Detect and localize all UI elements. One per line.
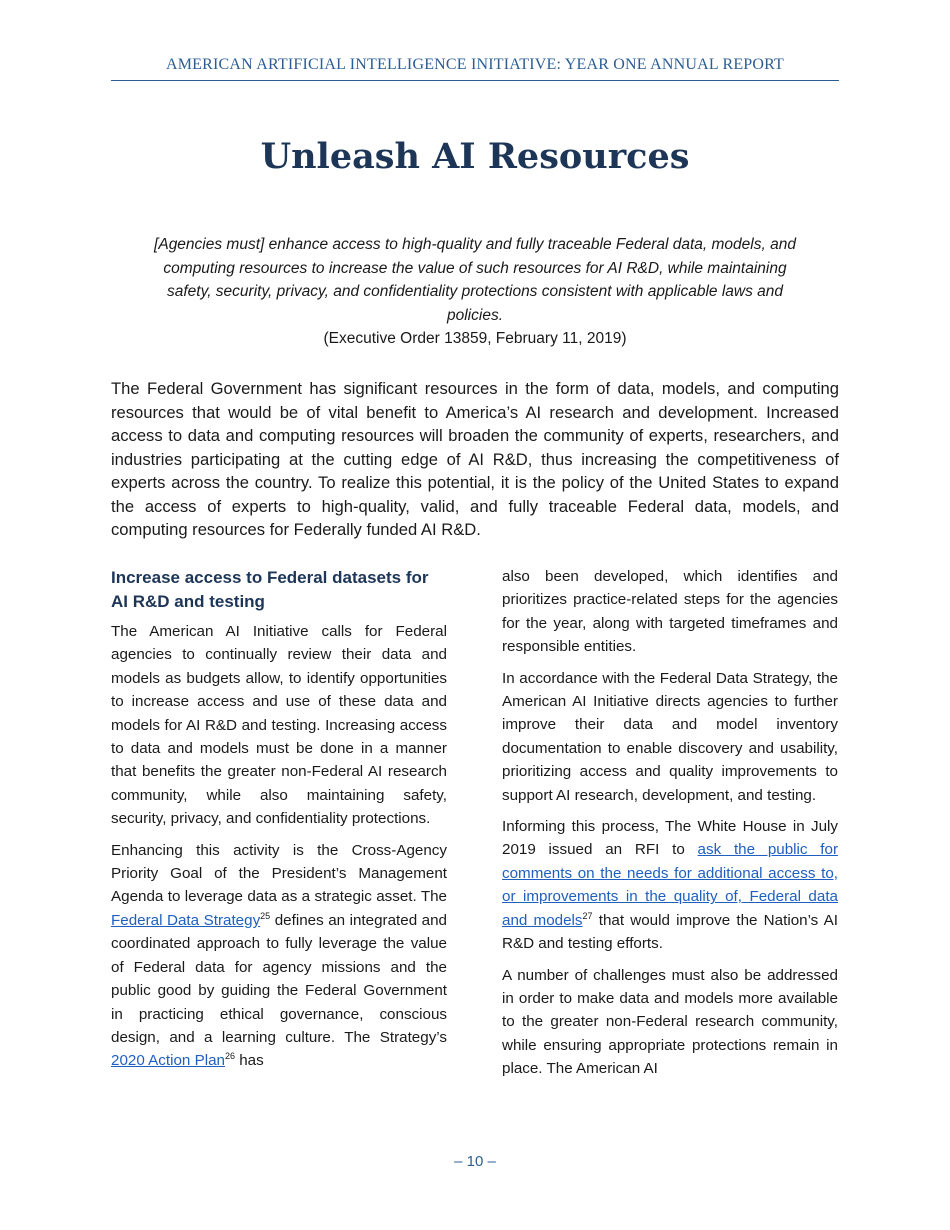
footnote-ref: 26 [225,1051,236,1062]
body-paragraph [502,565,838,659]
header-rule [111,80,839,81]
body-text: Informing this process, The White House in July 2019 issued an RFI to [502,818,838,859]
body-text: also been developed, which identifies and prioritizes practice-related steps for the agencies for the year, along with targeted timeframes and responsible entities. [502,568,838,656]
section-heading: Increase access to Federal datasets for AI R&D and testing [111,568,429,611]
right-column [502,565,838,1089]
rfi-link[interactable]: ask the public for comments on the needs for additional access to, or improvements in the quality of, Federal data and models [502,841,838,929]
page-title: Unleash AI Resources [260,136,690,177]
body-text: defines an integrated and coordinated approach to fully leverage the value of Federal data for agency missions and the public good by guiding the Federal Government in practicing ethical governance, conscious design, and a learning culture. The Strategy’s [111,911,447,1046]
footnote-ref: 25 [260,910,271,921]
footnote-ref: 27 [582,910,593,921]
federal-data-strategy-link[interactable]: Federal Data Strategy [111,911,261,929]
action-plan-link[interactable]: 2020 Action Plan [111,1052,225,1070]
body-text-continued: has [235,1052,264,1070]
epigraph-quote [140,233,810,351]
body-paragraph [111,839,447,1073]
body-paragraph: The American AI Initiative calls for Federal agencies to continually review their data and models as budgets allow, to identify opportunities to increase access and use of these data and models for AI R&D and testing. Increasing access to data and models must be done in a manner that benefits the greater non-Federal AI research community, while also maintaining safety, security, privacy, and confidentiality protections. [111,623,447,828]
body-paragraph [502,815,838,955]
left-column [111,566,447,1081]
quote-citation: (Executive Order 13859, February 11, 2019) [323,330,627,347]
body-paragraph: In accordance with the Federal Data Strategy, the American AI Initiative directs agencies to further improve their data and model inventory documentation to enable discovery and usability, prioritizing access and quality improvements to support AI research, development, and testing. [502,669,838,804]
body-paragraph: A number of challenges must also be addressed in order to make data and models more available to the greater non-Federal research community, while ensuring appropriate protections remain in place. The American AI [502,966,838,1078]
body-text: that would improve the Nation’s AI R&D and testing efforts. [502,911,838,953]
quote-text: [Agencies must] enhance access to high-quality and fully traceable Federal data, models, and computing resources to increase the value of such resources for AI R&D, while maintaining safety, security, privacy, and confidentiality protections consistent with applicable laws and policies. [154,236,796,324]
page-number: – 10 – [454,1153,496,1170]
intro-paragraph: The Federal Government has significant resources in the form of data, models, and computing resources that would be of vital benefit to America’s AI research and development. Increased access to data and computing resources will broaden the community of experts, researchers, and industries participating at the cutting edge of AI R&D, thus increasing the competitiveness of experts across the country. To realize this potential, it is the policy of the United States to expand the access of experts to high-quality, valid, and fully traceable Federal data, models, and computing resources for Federally funded AI R&D. [111,379,839,539]
body-text: Enhancing this activity is the Cross-Agency Priority Goal of the President’s Management Agenda to leverage data as a strategic asset. The [111,841,447,906]
running-header: AMERICAN ARTIFICIAL INTELLIGENCE INITIATIVE: YEAR ONE ANNUAL REPORT [165,56,785,73]
